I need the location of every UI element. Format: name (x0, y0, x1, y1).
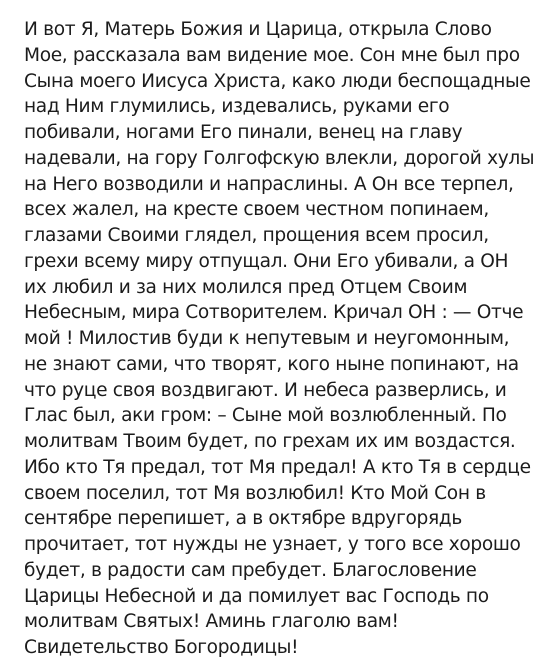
text-line: что руце своя воздвигают. И небеса разверлись, и (24, 379, 507, 401)
text-line: Небесным, мира Сотворителем. Кричал ОН : — Отче (24, 302, 524, 324)
text-line: над Ним глумились, издевались, руками его (24, 96, 450, 118)
text-line: молитвам Твоим будет, по грехам их им воздастся. (24, 431, 516, 452)
text-line: побивали, ногами Его пинали, венец на главу (24, 122, 463, 143)
text-line: Ибо кто Тя предал, тот Мя предал! А кто Тя в сердце (24, 456, 531, 478)
text-line: сентябре перепишет, а в октябре вдругорядь (24, 508, 462, 530)
text-line: всех жалел, на кресте своем честном попинаем, (24, 199, 489, 221)
text-line: глазами Своими глядел, прощения всем просил, (24, 225, 489, 246)
text-line: надевали, на гору Голгофскую влекли, дорогой хулы (24, 147, 535, 169)
text-line: Мое, рассказала вам видение мое. Сон мне был про (24, 44, 520, 66)
text-line: своем поселил, тот Мя возлюбил! Кто Мой Сон в (24, 482, 486, 504)
text-line: И вот Я, Матерь Божия и Царица, открыла Слово (24, 19, 492, 40)
text-line: мой ! Милостив буди к непутевым и неугомонным, (24, 328, 510, 349)
text-line: на Него возводили и напраслины. А Он все терпел, (24, 173, 514, 195)
text-line: грехи всему миру отпущал. Они Его убивали, а ОН (24, 250, 509, 272)
text-line: не знают сами, что творят, кого ныне попинают, на (24, 353, 519, 375)
text-line: будет, в радости сам пребудет. Благословение (24, 559, 477, 581)
prayer-text (24, 17, 539, 661)
text-line: молитвам Святых! Аминь глаголю вам! (24, 611, 399, 633)
text-line: Свидетельство Богородицы! (24, 637, 299, 658)
text-line: прочитает, тот нужды не узнает, у того все хорошо (24, 534, 521, 555)
text-line: Сына моего Иисуса Христа, како люди беспощадные (24, 70, 531, 92)
text-line: Царицы Небесной и да помилует вас Господь по (24, 585, 489, 607)
text-line: Глас был, аки гром: – Сыне мой возлюбленный. По (24, 405, 507, 427)
text-line: их любил и за них молился пред Отцем Своим (24, 276, 468, 298)
